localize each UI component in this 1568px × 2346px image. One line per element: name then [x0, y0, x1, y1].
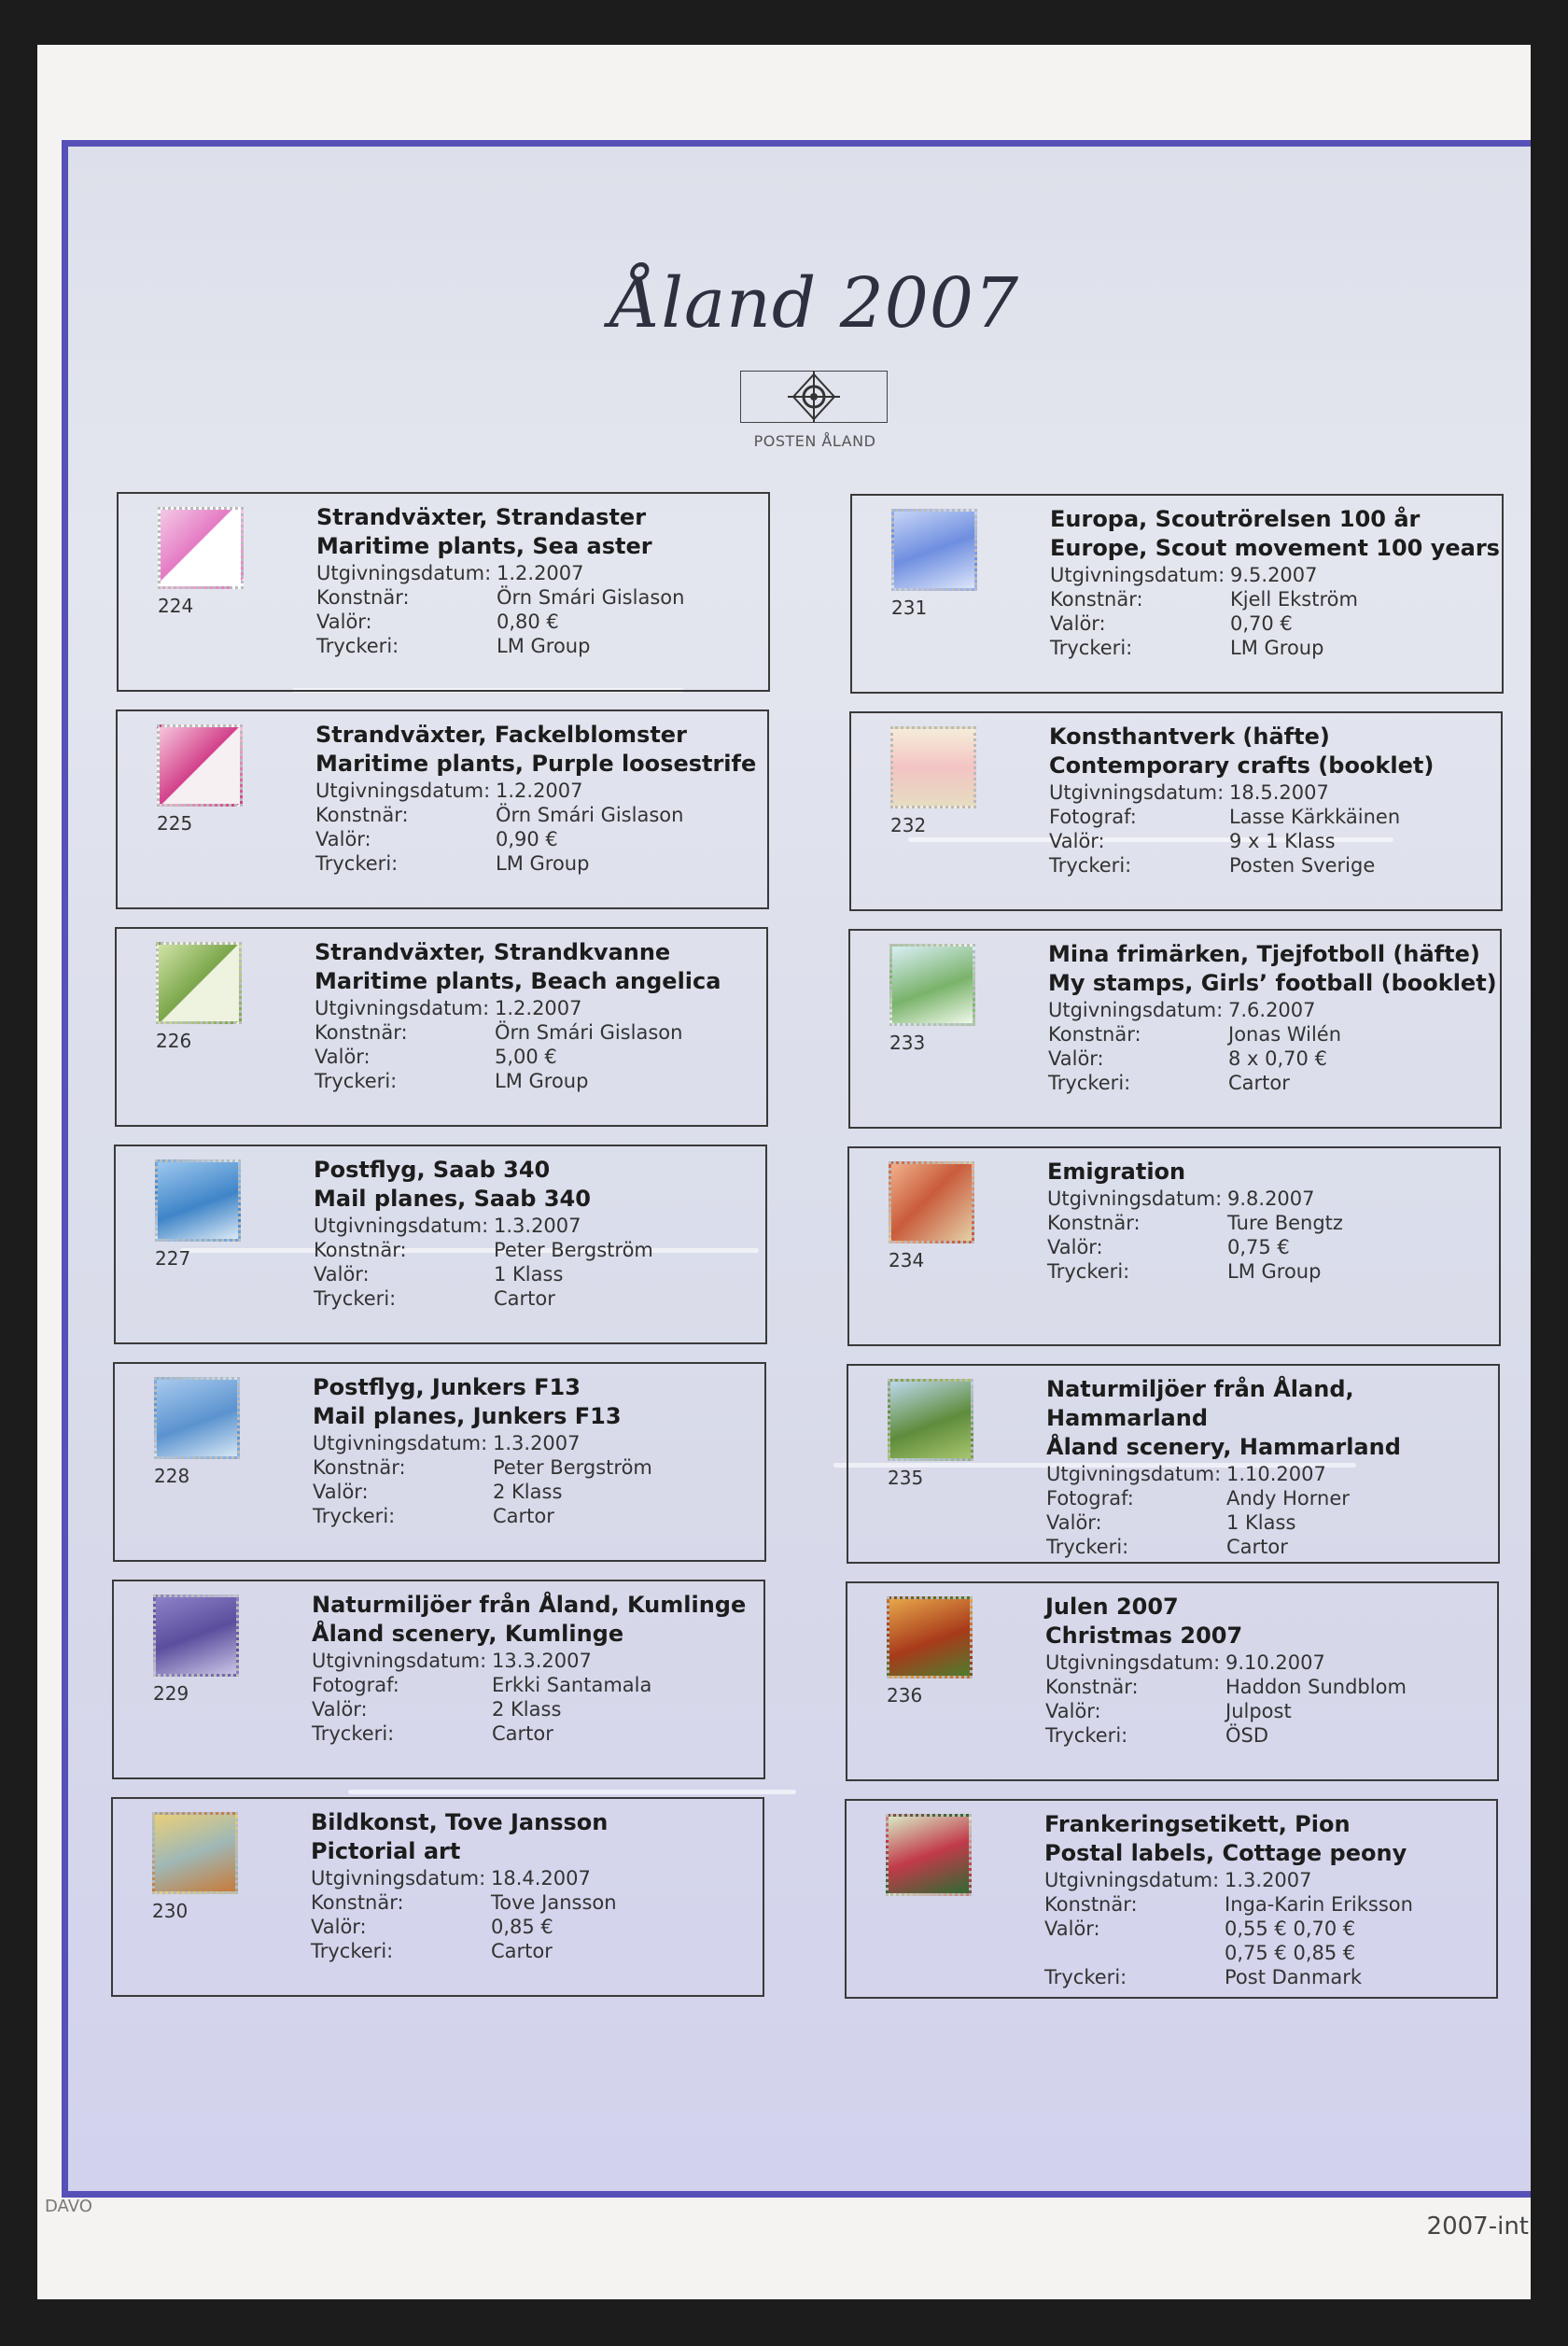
info-row: [1045, 1699, 1407, 1723]
info-value: 1.3.2007: [493, 1432, 581, 1454]
info-row: [1046, 1510, 1498, 1535]
info-row: [312, 1697, 746, 1721]
info-label: Valör:: [312, 1698, 368, 1721]
catalog-number: 232: [890, 814, 927, 836]
info-row: [1048, 1022, 1497, 1047]
info-label: Utgivningsdatum:: [1049, 781, 1225, 804]
info-row: [316, 585, 684, 610]
info-value: Örn Smári Gislason: [497, 586, 685, 609]
stamp-image: [155, 1159, 241, 1242]
info-value: 0,55 € 0,70 €: [1225, 1918, 1356, 1940]
stamp-image: [889, 1161, 974, 1243]
info-row: [313, 1455, 652, 1480]
info-value: 2 Klass: [493, 1481, 563, 1503]
info-value: 5,00 €: [495, 1046, 557, 1068]
info-value: ÖSD: [1225, 1724, 1269, 1747]
stamp-entry: [117, 492, 770, 692]
stamp-info: [314, 1156, 653, 1311]
info-row: [314, 1214, 653, 1238]
page-frame: [62, 140, 1531, 2198]
catalog-number: 226: [156, 1030, 192, 1052]
info-label: Tryckeri:: [315, 852, 399, 875]
stamp-title-english: Mail planes, Saab 340: [314, 1186, 591, 1212]
info-label: Valör:: [315, 828, 371, 850]
stamp-info: [1050, 505, 1500, 660]
stamp-info: [1049, 723, 1434, 878]
stamp-info: [1045, 1593, 1407, 1748]
info-row: [1047, 1211, 1343, 1235]
info-value: Örn Smári Gislason: [495, 1021, 683, 1044]
info-label: Tryckeri:: [312, 1722, 395, 1745]
info-label: Tryckeri:: [1046, 1536, 1129, 1558]
stamp-entry: [847, 1146, 1501, 1346]
info-label: Utgivningsdatum:: [1046, 1463, 1222, 1485]
footer-left: DAVO: [45, 2197, 92, 2216]
info-label: Tryckeri:: [1048, 1072, 1131, 1094]
stamp-title-english: Maritime plants, Sea aster: [316, 533, 652, 559]
info-row: [313, 1504, 652, 1528]
info-value: 18.4.2007: [491, 1867, 591, 1889]
info-label: Valör:: [313, 1481, 369, 1503]
info-label: Tryckeri:: [314, 1287, 397, 1310]
info-value: Tove Jansson: [491, 1891, 617, 1914]
catalog-number: 225: [157, 812, 193, 835]
info-row: [1047, 1259, 1343, 1284]
info-label: Utgivningsdatum:: [311, 1867, 486, 1889]
info-row: [313, 1431, 652, 1455]
info-value: 0,80 €: [497, 611, 559, 633]
stamp-title-english: Maritime plants, Beach angelica: [315, 968, 721, 994]
stamp-title-swedish: Bildkonst, Tove Jansson: [311, 1809, 609, 1835]
info-label: Valör:: [315, 1046, 371, 1068]
stamp-image: [153, 1594, 239, 1677]
info-value: 9.8.2007: [1227, 1187, 1315, 1210]
info-value: 18.5.2007: [1229, 781, 1329, 804]
info-row: [315, 851, 756, 876]
stamp-title-swedish: Naturmiljöer från Åland, Kumlinge: [312, 1592, 747, 1618]
stamp-title-english: Postal labels, Cottage peony: [1044, 1840, 1407, 1866]
stamp-entry: [850, 494, 1504, 694]
info-value: 0,70 €: [1230, 612, 1293, 635]
info-label: Konstnär:: [1045, 1676, 1139, 1698]
info-row: [1044, 1917, 1413, 1941]
info-value: Haddon Sundblom: [1225, 1676, 1407, 1698]
info-value: 2 Klass: [492, 1698, 562, 1721]
info-label: Valör:: [314, 1263, 370, 1285]
stamp-info: [1048, 940, 1497, 1095]
info-value: 1.10.2007: [1226, 1463, 1326, 1485]
info-value: Lasse Kärkkäinen: [1229, 806, 1401, 828]
info-value: 9 x 1 Klass: [1229, 830, 1336, 852]
info-value: LM Group: [497, 635, 591, 657]
stamp-title-swedish: Emigration: [1047, 1159, 1186, 1185]
info-label: Konstnär:: [314, 1239, 407, 1261]
info-value: Cartor: [491, 1940, 553, 1962]
info-label: Konstnär:: [316, 586, 410, 609]
info-row: [315, 1020, 721, 1045]
info-row: [1047, 1235, 1343, 1259]
footer-right: 2007-int: [1426, 2213, 1529, 2241]
info-value: LM Group: [1230, 637, 1324, 659]
stamp-info: [312, 1591, 746, 1746]
info-row: [1044, 1965, 1413, 1989]
info-value: Andy Horner: [1226, 1487, 1350, 1510]
info-label: Utgivningsdatum:: [1044, 1869, 1220, 1891]
info-row: [315, 827, 756, 851]
stamp-entry: [114, 1145, 767, 1344]
info-label: Utgivningsdatum:: [315, 997, 490, 1019]
info-value: Erkki Santamala: [492, 1674, 652, 1696]
stamp-title-english: Mail planes, Junkers F13: [313, 1403, 622, 1429]
stamp-entry: [849, 711, 1503, 911]
info-value: 0,90 €: [496, 828, 558, 850]
info-value: Peter Bergström: [493, 1456, 652, 1479]
catalog-number: 235: [888, 1467, 924, 1489]
info-label: Valör:: [1046, 1511, 1102, 1534]
stamp-image: [886, 1814, 972, 1896]
info-row: [1045, 1675, 1407, 1699]
info-value: LM Group: [1227, 1260, 1322, 1283]
info-value: Julpost: [1225, 1700, 1292, 1722]
info-row: [311, 1866, 617, 1890]
catalog-number: 234: [889, 1249, 925, 1271]
info-value: Inga-Karin Eriksson: [1225, 1893, 1413, 1916]
info-row: [1044, 1868, 1413, 1892]
info-row: [1046, 1486, 1498, 1510]
info-row: [1044, 1941, 1413, 1965]
info-label: Konstnär:: [315, 804, 409, 826]
info-row: [1049, 805, 1434, 829]
stamp-title-swedish: Strandväxter, Strandaster: [316, 504, 647, 530]
info-label: Utgivningsdatum:: [1047, 1187, 1223, 1210]
info-label: Utgivningsdatum:: [1050, 564, 1225, 586]
compass-logo-icon: [741, 372, 887, 422]
info-row: [1045, 1723, 1407, 1748]
info-label: Konstnär:: [1050, 588, 1143, 611]
info-row: [1050, 611, 1500, 636]
catalog-number: 224: [158, 595, 194, 617]
stamp-title-swedish: Strandväxter, Strandkvanne: [315, 939, 671, 965]
catalog-number: 228: [154, 1465, 190, 1487]
info-row: [1046, 1535, 1498, 1559]
info-value: 7.6.2007: [1228, 999, 1316, 1021]
stamp-image: [156, 942, 242, 1024]
stamp-title-swedish: Postflyg, Junkers F13: [313, 1374, 581, 1400]
info-row: [1049, 853, 1434, 878]
page-title: Åland 2007: [609, 263, 1020, 344]
info-value: 9.10.2007: [1225, 1651, 1325, 1674]
info-row: [1048, 1047, 1497, 1071]
info-value: 1.2.2007: [497, 562, 584, 584]
info-row: [314, 1262, 653, 1286]
info-label: Konstnär:: [1044, 1893, 1138, 1916]
info-row: [1050, 636, 1500, 660]
info-value: 1.2.2007: [496, 780, 583, 802]
info-row: [1044, 1892, 1413, 1917]
stamp-title-swedish: Postflyg, Saab 340: [314, 1157, 551, 1183]
stamp-entry: [113, 1362, 766, 1562]
info-label: Valör:: [1047, 1236, 1103, 1258]
catalog-number: 236: [887, 1684, 923, 1707]
stamp-info: [316, 503, 684, 658]
info-value: 0,85 €: [491, 1916, 553, 1938]
info-label: Tryckeri:: [1045, 1724, 1128, 1747]
info-label: Tryckeri:: [1044, 1966, 1127, 1988]
info-label: Utgivningsdatum:: [313, 1432, 488, 1454]
info-label: Valör:: [311, 1916, 367, 1938]
info-value: Örn Smári Gislason: [496, 804, 684, 826]
stamp-title-english: Åland scenery, Hammarland: [1046, 1434, 1401, 1460]
info-value: 1 Klass: [1226, 1511, 1296, 1534]
stamp-title-swedish: Europa, Scoutrörelsen 100 år: [1050, 506, 1421, 532]
info-value: Post Danmark: [1225, 1966, 1363, 1988]
info-label: Konstnär:: [315, 1021, 408, 1044]
info-value: Peter Bergström: [494, 1239, 653, 1261]
info-label: Tryckeri:: [311, 1940, 394, 1962]
info-label: Konstnär:: [1047, 1212, 1141, 1234]
info-label: Valör:: [1048, 1047, 1104, 1070]
catalog-number: 229: [153, 1682, 189, 1705]
info-value: Cartor: [494, 1287, 555, 1310]
stamp-entry: [848, 929, 1502, 1129]
info-row: [1049, 829, 1434, 853]
info-value: 1 Klass: [494, 1263, 564, 1285]
info-label: Tryckeri:: [1050, 637, 1133, 659]
info-row: [316, 634, 684, 658]
stamp-image: [887, 1596, 973, 1679]
info-value: Cartor: [1226, 1536, 1288, 1558]
stamp-image: [888, 1379, 973, 1461]
info-value: 0,75 € 0,85 €: [1225, 1942, 1356, 1964]
stamp-title-english: Maritime plants, Purple loosestrife: [315, 751, 757, 777]
info-value: Kjell Ekström: [1230, 588, 1358, 611]
info-row: [1048, 1071, 1497, 1095]
stamp-title-english: Åland scenery, Kumlinge: [312, 1621, 624, 1647]
info-row: [312, 1649, 746, 1673]
stamp-image: [890, 726, 976, 808]
info-row: [1050, 587, 1500, 611]
info-row: [315, 779, 756, 803]
info-row: [314, 1286, 653, 1311]
stamp-title-english: Europe, Scout movement 100 years: [1050, 535, 1500, 561]
info-label: Tryckeri:: [313, 1505, 396, 1527]
info-label: Fotograf:: [312, 1674, 399, 1696]
album-page: [37, 45, 1531, 2299]
info-row: [315, 1069, 721, 1093]
info-value: LM Group: [495, 1070, 589, 1092]
info-row: [315, 1045, 721, 1069]
info-label: Fotograf:: [1049, 806, 1137, 828]
info-row: [311, 1939, 617, 1963]
info-row: [1045, 1651, 1407, 1675]
info-row: [1049, 780, 1434, 805]
info-label: Valör:: [1045, 1700, 1101, 1722]
info-label: Utgivningsdatum:: [315, 780, 491, 802]
info-value: 0,75 €: [1227, 1236, 1290, 1258]
info-value: 9.5.2007: [1230, 564, 1318, 586]
info-value: 1.2.2007: [495, 997, 582, 1019]
info-row: [315, 803, 756, 827]
stamp-info: [313, 1373, 652, 1528]
stamp-title-english: My stamps, Girls’ football (booklet): [1048, 970, 1497, 996]
stamp-title-swedish: Frankeringsetikett, Pion: [1044, 1811, 1351, 1837]
info-value: Cartor: [492, 1722, 553, 1745]
stamp-entry: [115, 927, 768, 1127]
info-value: 1.3.2007: [494, 1215, 581, 1237]
stamp-title-english: Contemporary crafts (booklet): [1049, 752, 1435, 779]
stamp-title-english: Christmas 2007: [1045, 1623, 1243, 1649]
info-label: Konstnär:: [311, 1891, 404, 1914]
stamp-entry: [111, 1797, 764, 1997]
info-label: Tryckeri:: [1047, 1260, 1130, 1283]
catalog-number: 231: [891, 597, 928, 619]
stamp-title-swedish: Konsthantverk (häfte): [1049, 723, 1330, 750]
info-row: [315, 996, 721, 1020]
info-row: [1048, 998, 1497, 1022]
info-value: Posten Sverige: [1229, 854, 1376, 877]
info-label: Valör:: [1049, 830, 1105, 852]
stamp-entry: [112, 1580, 765, 1779]
info-row: [311, 1915, 617, 1939]
stamp-title-swedish: Naturmiljöer från Åland, Hammarland: [1046, 1376, 1354, 1431]
info-label: Tryckeri:: [1049, 854, 1132, 877]
stamp-entry: [846, 1581, 1499, 1781]
catalog-number: 227: [155, 1247, 191, 1270]
info-label: Valör:: [1044, 1918, 1100, 1940]
info-label: Konstnär:: [313, 1456, 406, 1479]
info-value: 8 x 0,70 €: [1228, 1047, 1327, 1070]
info-row: [1046, 1462, 1498, 1486]
stamp-image: [158, 507, 244, 589]
catalog-number: 233: [889, 1032, 926, 1054]
info-row: [314, 1238, 653, 1262]
info-label: Utgivningsdatum:: [314, 1215, 489, 1237]
stamp-info: [315, 938, 721, 1093]
stamp-title-swedish: Julen 2007: [1045, 1594, 1179, 1620]
stamp-entry: [845, 1799, 1498, 1999]
info-value: LM Group: [496, 852, 590, 875]
stamp-title-english: Pictorial art: [311, 1838, 461, 1864]
stamp-info: [311, 1808, 617, 1963]
info-value: Cartor: [1228, 1072, 1290, 1094]
info-row: [316, 561, 684, 585]
stamp-image: [889, 944, 975, 1026]
stamp-title-swedish: Mina frimärken, Tjejfotboll (häfte): [1048, 941, 1480, 967]
info-label: Utgivningsdatum:: [1045, 1651, 1221, 1674]
info-label: Valör:: [1050, 612, 1106, 635]
stamp-image: [154, 1377, 240, 1459]
stamp-image: [152, 1812, 238, 1894]
info-label: Tryckeri:: [315, 1070, 398, 1092]
info-value: 1.3.2007: [1225, 1869, 1312, 1891]
info-row: [311, 1890, 617, 1915]
stamp-info: [315, 721, 756, 876]
info-row: [312, 1721, 746, 1746]
stamp-info: [1044, 1810, 1413, 1989]
info-value: Jonas Wilén: [1228, 1023, 1342, 1046]
water-streak: [348, 1790, 796, 1794]
info-label: Tryckeri:: [316, 635, 399, 657]
logo-caption: POSTEN ÅLAND: [753, 432, 876, 450]
catalog-number: 230: [152, 1900, 189, 1922]
info-label: Fotograf:: [1046, 1487, 1134, 1510]
stamp-entry: [847, 1364, 1500, 1564]
stamp-title-swedish: Strandväxter, Fackelblomster: [315, 722, 687, 748]
info-value: Cartor: [493, 1505, 554, 1527]
info-row: [313, 1480, 652, 1504]
stamp-entry: [116, 709, 769, 909]
info-value: 13.3.2007: [492, 1650, 592, 1672]
posten-aland-logo: [740, 371, 888, 423]
info-label: Utgivningsdatum:: [316, 562, 492, 584]
info-value: Ture Bengtz: [1227, 1212, 1343, 1234]
stamp-info: [1047, 1158, 1343, 1284]
info-row: [312, 1673, 746, 1697]
info-row: [1050, 563, 1500, 587]
info-label: Konstnär:: [1048, 1023, 1141, 1046]
info-label: Utgivningsdatum:: [1048, 999, 1224, 1021]
stamp-image: [891, 509, 977, 591]
info-label: Utgivningsdatum:: [312, 1650, 487, 1672]
stamp-info: [1046, 1375, 1498, 1559]
info-label: Valör:: [316, 611, 372, 633]
stamp-image: [157, 724, 243, 807]
info-row: [1047, 1187, 1343, 1211]
info-row: [316, 610, 684, 634]
